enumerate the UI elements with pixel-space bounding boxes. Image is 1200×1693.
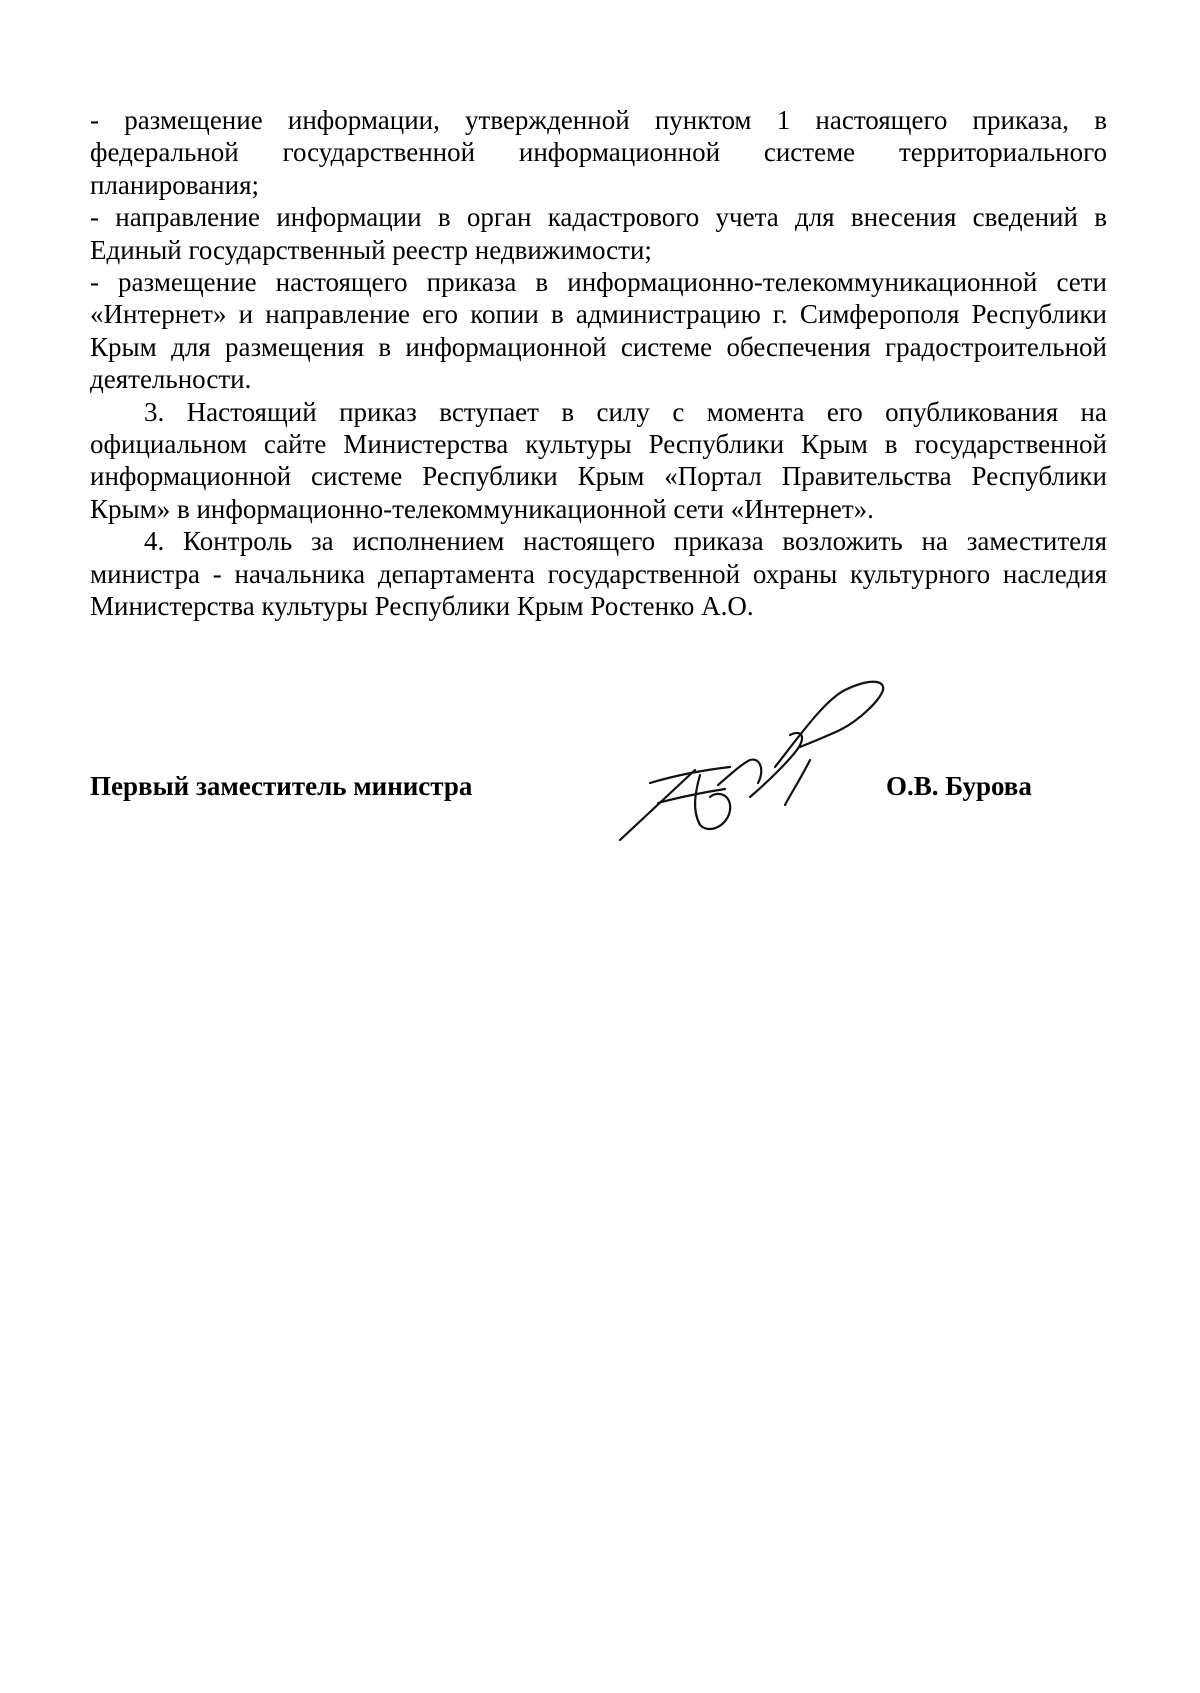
paragraph-cadastral-info: - направление информации в орган кадастрового учета для внесения сведений в Единый государственный реестр недвижимости; — [90, 202, 1107, 265]
signer-position-title: Первый заместитель министра — [90, 771, 473, 801]
paragraph-internet-publication: - размещение настоящего приказа в информационно-телекоммуникационной сети «Интернет» и направление его копии в администрацию г. Симферополя Республики Крым для размещения в информационной системе обеспечения градостроительной деятельности. — [90, 267, 1107, 395]
signer-name: О.В. Бурова — [886, 771, 1032, 801]
paragraph-placement-fgis: - размещение информации, утвержденной пунктом 1 настоящего приказа, в федеральной государственной информационной системе территориального планирования; — [90, 105, 1107, 200]
handwritten-signature — [600, 675, 900, 855]
document-body — [90, 104, 1107, 623]
paragraph-item-3: 3. Настоящий приказ вступает в силу с момента его опубликования на официальном сайте Министерства культуры Республики Крым в государственной информационной системе Республики Крым «Портал Правительства Республики Крым» в информационно-телекоммуникационной сети «Интернет». — [90, 396, 1107, 524]
paragraph-item-4: 4. Контроль за исполнением настоящего приказа возложить на заместителя министра - начальника департамента государственной охраны культурного наследия Министерства культуры Республики Крым Ростенко А.О. — [90, 526, 1107, 622]
